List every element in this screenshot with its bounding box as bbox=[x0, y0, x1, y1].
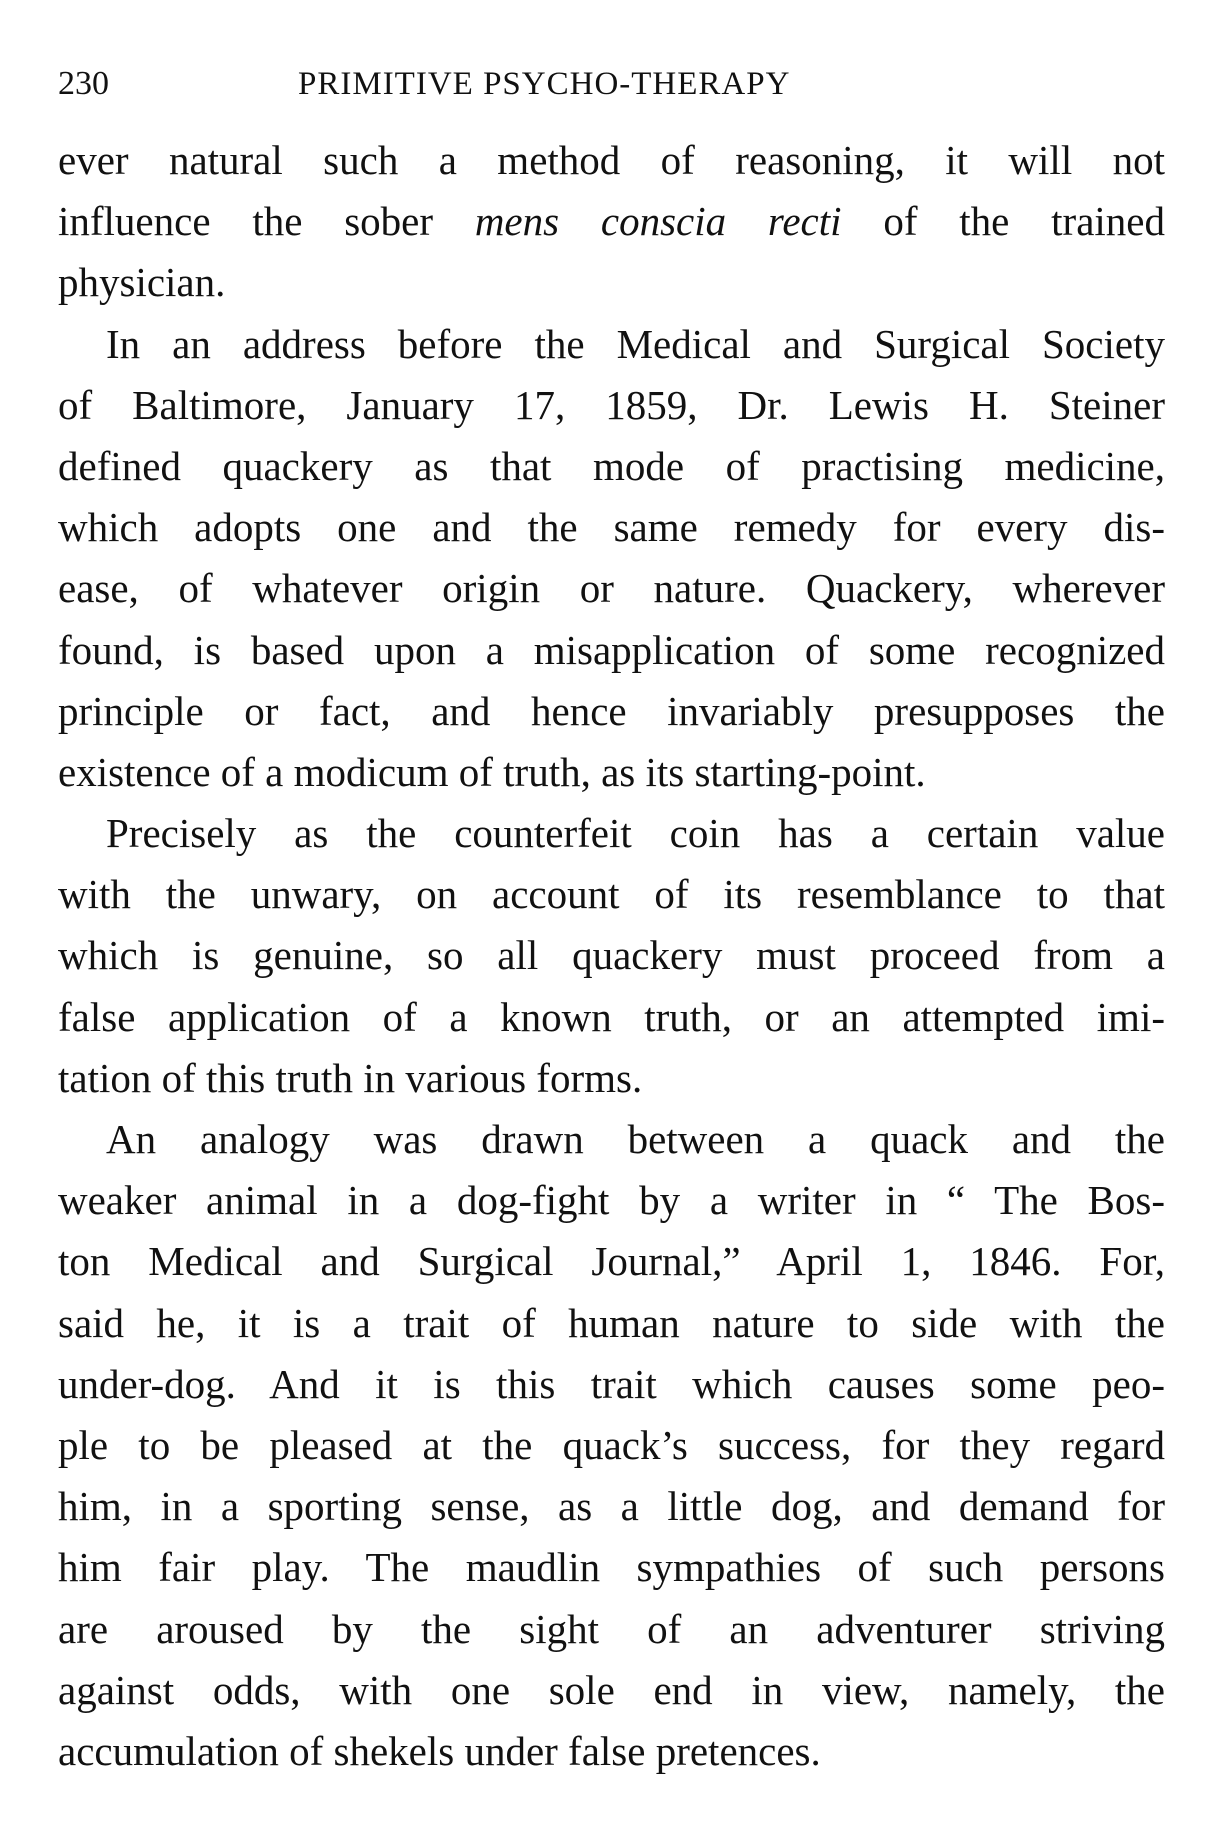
text-line: against odds, with one sole end in view, namely, the bbox=[58, 1666, 1165, 1713]
text-line: are aroused by the sight of an adventurer striving bbox=[58, 1605, 1165, 1652]
running-head bbox=[58, 58, 1165, 110]
body-text bbox=[58, 130, 1165, 1782]
text-line: weaker animal in a dog-fight by a writer in “ The Bos- bbox=[58, 1177, 1165, 1224]
text-line: false application of a known truth, or an attempted imi- bbox=[58, 993, 1165, 1040]
text-line bbox=[58, 191, 1165, 252]
text-line: ton Medical and Surgical Journal,” April 1, 1846. For, bbox=[58, 1238, 1165, 1285]
text-line: In an address before the Medical and Surgical Society bbox=[106, 320, 1165, 367]
text-line: him fair play. The maudlin sympathies of such persons bbox=[58, 1544, 1165, 1591]
text-line: Precisely as the counterfeit coin has a certain value bbox=[106, 810, 1165, 857]
running-title: PRIMITIVE PSYCHO-THERAPY bbox=[298, 66, 791, 102]
text-line: ease, of whatever origin or nature. Quackery, wherever bbox=[58, 565, 1165, 612]
page-number: 230 bbox=[58, 65, 109, 102]
text-line: which adopts one and the same remedy for every dis- bbox=[58, 504, 1165, 551]
text-line: under-dog. And it is this trait which causes some peo- bbox=[58, 1360, 1165, 1407]
text-line: with the unwary, on account of its resemblance to that bbox=[58, 871, 1165, 918]
text-line: which is genuine, so all quackery must proceed from a bbox=[58, 932, 1165, 979]
text-line: tation of this truth in various forms. bbox=[58, 1054, 643, 1101]
text-line: accumulation of shekels under false pretences. bbox=[58, 1727, 821, 1774]
text-line: physician. bbox=[58, 259, 226, 306]
text-line: him, in a sporting sense, as a little dog, and demand for bbox=[58, 1483, 1165, 1530]
text-line: ever natural such a method of reasoning, it will not bbox=[58, 137, 1165, 183]
latin-phrase: mens conscia recti bbox=[474, 198, 842, 245]
text-line: existence of a modicum of truth, as its starting-point. bbox=[58, 748, 926, 795]
text-span: of the trained bbox=[841, 198, 1165, 245]
text-line: of Baltimore, January 17, 1859, Dr. Lewis H. Steiner bbox=[58, 381, 1165, 428]
text-line: found, is based upon a misapplication of some recognized bbox=[58, 626, 1165, 673]
text-line: said he, it is a trait of human nature to side with the bbox=[58, 1299, 1165, 1346]
text-line: principle or fact, and hence invariably presupposes the bbox=[58, 687, 1165, 734]
text-line: ple to be pleased at the quack’s success, for they regard bbox=[58, 1421, 1165, 1468]
text-line: An analogy was drawn between a quack and the bbox=[106, 1116, 1165, 1162]
text-span: influence the sober bbox=[58, 198, 475, 245]
text-line: defined quackery as that mode of practising medicine, bbox=[58, 442, 1165, 489]
